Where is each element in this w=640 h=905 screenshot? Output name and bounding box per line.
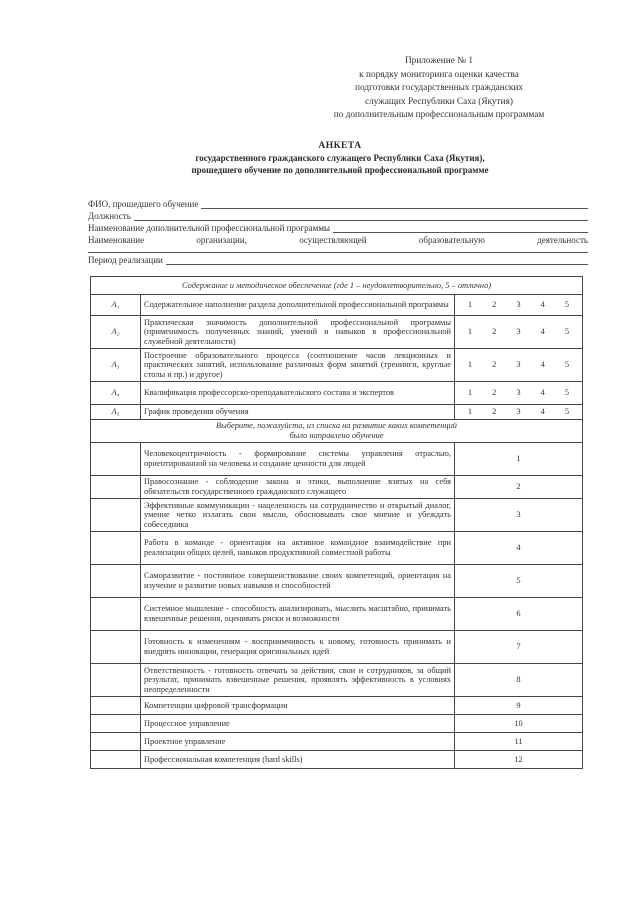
fio-field[interactable] bbox=[88, 197, 588, 209]
score-option[interactable]: 2 bbox=[492, 388, 497, 398]
score-scale bbox=[455, 316, 583, 349]
organization-field[interactable] bbox=[88, 244, 588, 253]
appendix-line: по дополнительным профессиональным программам bbox=[333, 110, 545, 120]
section2-header-row bbox=[91, 420, 583, 443]
respondent-fields bbox=[88, 197, 588, 265]
document-title bbox=[80, 140, 600, 176]
score-option[interactable]: 1 bbox=[467, 327, 473, 337]
score-option[interactable]: 2 bbox=[492, 407, 497, 417]
score-option[interactable]: 2 bbox=[492, 327, 497, 337]
table-row bbox=[91, 382, 583, 405]
criterion-text: Практическая значимость дополнительной профессиональной программы (применимость полученных знаний, умений и навыков в профессиональной служебной деятельности) bbox=[141, 316, 455, 349]
empty-cell bbox=[91, 532, 141, 565]
competency-text: Саморазвитие - постоянное совершенствование своих компетенций, ориентация на изучение и развитие новых навыков и способностей bbox=[141, 565, 455, 598]
competency-number[interactable]: 5 bbox=[455, 565, 583, 598]
table-row bbox=[91, 751, 583, 769]
empty-cell bbox=[91, 598, 141, 631]
competency-text: Проектное управление bbox=[141, 733, 455, 751]
score-option[interactable]: 3 bbox=[516, 407, 521, 417]
section1-header: Содержание и методическое обеспечение (где 1 – неудовлетворительно, 5 – отлично) bbox=[91, 277, 583, 295]
competency-text: Профессиональная компетенция (hard skills) bbox=[141, 751, 455, 769]
org-word: осуществляющей bbox=[299, 235, 367, 245]
title-line: государственного гражданского служащего Республики Саха (Якутия), bbox=[195, 153, 485, 163]
title-main: АНКЕТА bbox=[318, 141, 362, 151]
criterion-text: Построение образовательного процесса (соотношение часов лекционных и практических занятий, использование различных форм занятий (тренинги, круглые столы и пр.) и другое) bbox=[141, 349, 455, 382]
period-label: Период реализации bbox=[88, 255, 166, 265]
organization-label-row bbox=[88, 233, 588, 244]
empty-cell bbox=[91, 443, 141, 476]
org-word: образовательную bbox=[418, 235, 485, 245]
position-label: Должность bbox=[88, 211, 134, 221]
empty-cell bbox=[91, 664, 141, 697]
competency-number[interactable]: 11 bbox=[455, 733, 583, 751]
score-option[interactable]: 5 bbox=[564, 388, 570, 398]
criterion-code: A₃ bbox=[91, 349, 141, 382]
competency-number[interactable]: 1 bbox=[455, 443, 583, 476]
competency-number[interactable]: 12 bbox=[455, 751, 583, 769]
competency-number[interactable]: 9 bbox=[455, 697, 583, 715]
score-option[interactable]: 4 bbox=[540, 327, 545, 337]
empty-cell bbox=[91, 631, 141, 664]
competency-number[interactable]: 7 bbox=[455, 631, 583, 664]
competency-text: Человекоцентричность - формирование системы управления отраслью, ориентированной на человека и создание ценности для людей bbox=[141, 443, 455, 476]
program-label: Наименование дополнительной профессиональной программы bbox=[88, 223, 333, 233]
score-option[interactable]: 5 bbox=[564, 300, 570, 310]
table-row bbox=[91, 664, 583, 697]
section2-header bbox=[91, 420, 583, 443]
competency-text: Правосознание - соблюдение закона и этики, выполнение взятых на себя обязательств государственного гражданского служащего bbox=[141, 476, 455, 499]
score-scale bbox=[455, 295, 583, 316]
org-word: организации, bbox=[196, 235, 247, 245]
appendix-line: Приложение № 1 bbox=[404, 56, 474, 66]
competency-number[interactable]: 4 bbox=[455, 532, 583, 565]
score-option[interactable]: 3 bbox=[516, 360, 521, 370]
score-option[interactable]: 4 bbox=[540, 407, 545, 417]
empty-cell bbox=[91, 565, 141, 598]
score-option[interactable]: 1 bbox=[467, 360, 473, 370]
org-word: Наименование bbox=[88, 235, 145, 245]
competency-number[interactable]: 2 bbox=[455, 476, 583, 499]
empty-cell bbox=[91, 697, 141, 715]
criterion-code: A₄ bbox=[91, 382, 141, 405]
score-option[interactable]: 3 bbox=[516, 388, 521, 398]
table-row bbox=[91, 715, 583, 733]
table-row bbox=[91, 565, 583, 598]
competency-text: Эффективные коммуникации - нацеленность на сотрудничество и открытый диалог, умение четко излагать свои мысли, обосновывать свое мнение и убеждать собеседника bbox=[141, 499, 455, 532]
criterion-code: A₅ bbox=[91, 405, 141, 420]
competency-text: Компетенции цифровой трансформации bbox=[141, 697, 455, 715]
competency-text: Процессное управление bbox=[141, 715, 455, 733]
program-field[interactable] bbox=[88, 221, 588, 233]
table-row bbox=[91, 697, 583, 715]
score-option[interactable]: 4 bbox=[540, 300, 545, 310]
criterion-code: A₂ bbox=[91, 316, 141, 349]
score-option[interactable]: 4 bbox=[540, 388, 545, 398]
competency-text: Работа в команде - ориентация на активное командное взаимодействие при реализации общих целей, навыков продуктивной совместной работы bbox=[141, 532, 455, 565]
competency-text: Системное мышление - способность анализировать, мыслить масштабно, принимать взвешенные решения, оценивать риски и возможности bbox=[141, 598, 455, 631]
appendix-line: к порядку мониторинга оценки качества bbox=[359, 69, 519, 80]
score-option[interactable]: 5 bbox=[564, 327, 570, 337]
empty-cell bbox=[91, 476, 141, 499]
criterion-code: A₁ bbox=[91, 295, 141, 316]
appendix-header bbox=[300, 55, 578, 123]
score-option[interactable]: 1 bbox=[467, 300, 473, 310]
competency-text: Готовность к изменениям - восприимчивость к новому, готовность принимать и внедрять инновации, генерация оригинальных идей bbox=[141, 631, 455, 664]
competency-text: Ответственность - готовность отвечать за действия, свои и сотрудников, за общий результат, принимать взвешенные решения, проявлять эффективность в условиях неопределенности bbox=[141, 664, 455, 697]
period-field[interactable] bbox=[88, 253, 588, 265]
score-scale bbox=[455, 382, 583, 405]
competency-number[interactable]: 6 bbox=[455, 598, 583, 631]
table-row bbox=[91, 295, 583, 316]
empty-cell bbox=[91, 499, 141, 532]
score-option[interactable]: 1 bbox=[467, 407, 473, 417]
competency-number[interactable]: 3 bbox=[455, 499, 583, 532]
table-row bbox=[91, 733, 583, 751]
table-row bbox=[91, 532, 583, 565]
score-option[interactable]: 1 bbox=[467, 388, 473, 398]
criterion-text: График проведения обучения bbox=[141, 405, 455, 420]
score-option[interactable]: 2 bbox=[492, 300, 497, 310]
table-row bbox=[91, 476, 583, 499]
competency-number[interactable]: 10 bbox=[455, 715, 583, 733]
empty-cell bbox=[91, 733, 141, 751]
table-row bbox=[91, 631, 583, 664]
table-row bbox=[91, 443, 583, 476]
score-scale bbox=[455, 349, 583, 382]
section1-header-row bbox=[91, 277, 583, 295]
table-row bbox=[91, 499, 583, 532]
score-option[interactable]: 3 bbox=[516, 327, 521, 337]
org-word: деятельность bbox=[537, 235, 588, 245]
table-row bbox=[91, 405, 583, 420]
score-option[interactable]: 5 bbox=[564, 360, 570, 370]
appendix-line: подготовки государственных гражданских bbox=[355, 83, 523, 93]
score-option[interactable]: 4 bbox=[540, 360, 545, 370]
survey-table bbox=[90, 276, 583, 769]
section2-header-line: Выберите, пожалуйста, из списка на развитие каких компетенций bbox=[216, 421, 457, 431]
criterion-text: Содержательное наполнение раздела дополнительной профессиональной программы bbox=[141, 295, 455, 316]
title-line: прошедшего обучение по дополнительной профессиональной программе bbox=[191, 165, 489, 175]
empty-cell bbox=[91, 751, 141, 769]
competency-number[interactable]: 8 bbox=[455, 664, 583, 697]
appendix-line: служащих Республики Саха (Якутия) bbox=[365, 96, 513, 107]
score-option[interactable]: 5 bbox=[564, 407, 570, 417]
section2-header-line: было направлено обучение bbox=[289, 431, 384, 440]
score-scale bbox=[455, 405, 583, 420]
score-option[interactable]: 3 bbox=[516, 300, 521, 310]
criterion-text: Квалификация профессорско-преподавательского состава и экспертов bbox=[141, 382, 455, 405]
position-field[interactable] bbox=[88, 209, 588, 221]
fio-label: ФИО, прошедшего обучение bbox=[88, 199, 201, 209]
empty-cell bbox=[91, 715, 141, 733]
table-row bbox=[91, 349, 583, 382]
score-option[interactable]: 2 bbox=[492, 360, 497, 370]
table-row bbox=[91, 316, 583, 349]
table-row bbox=[91, 598, 583, 631]
